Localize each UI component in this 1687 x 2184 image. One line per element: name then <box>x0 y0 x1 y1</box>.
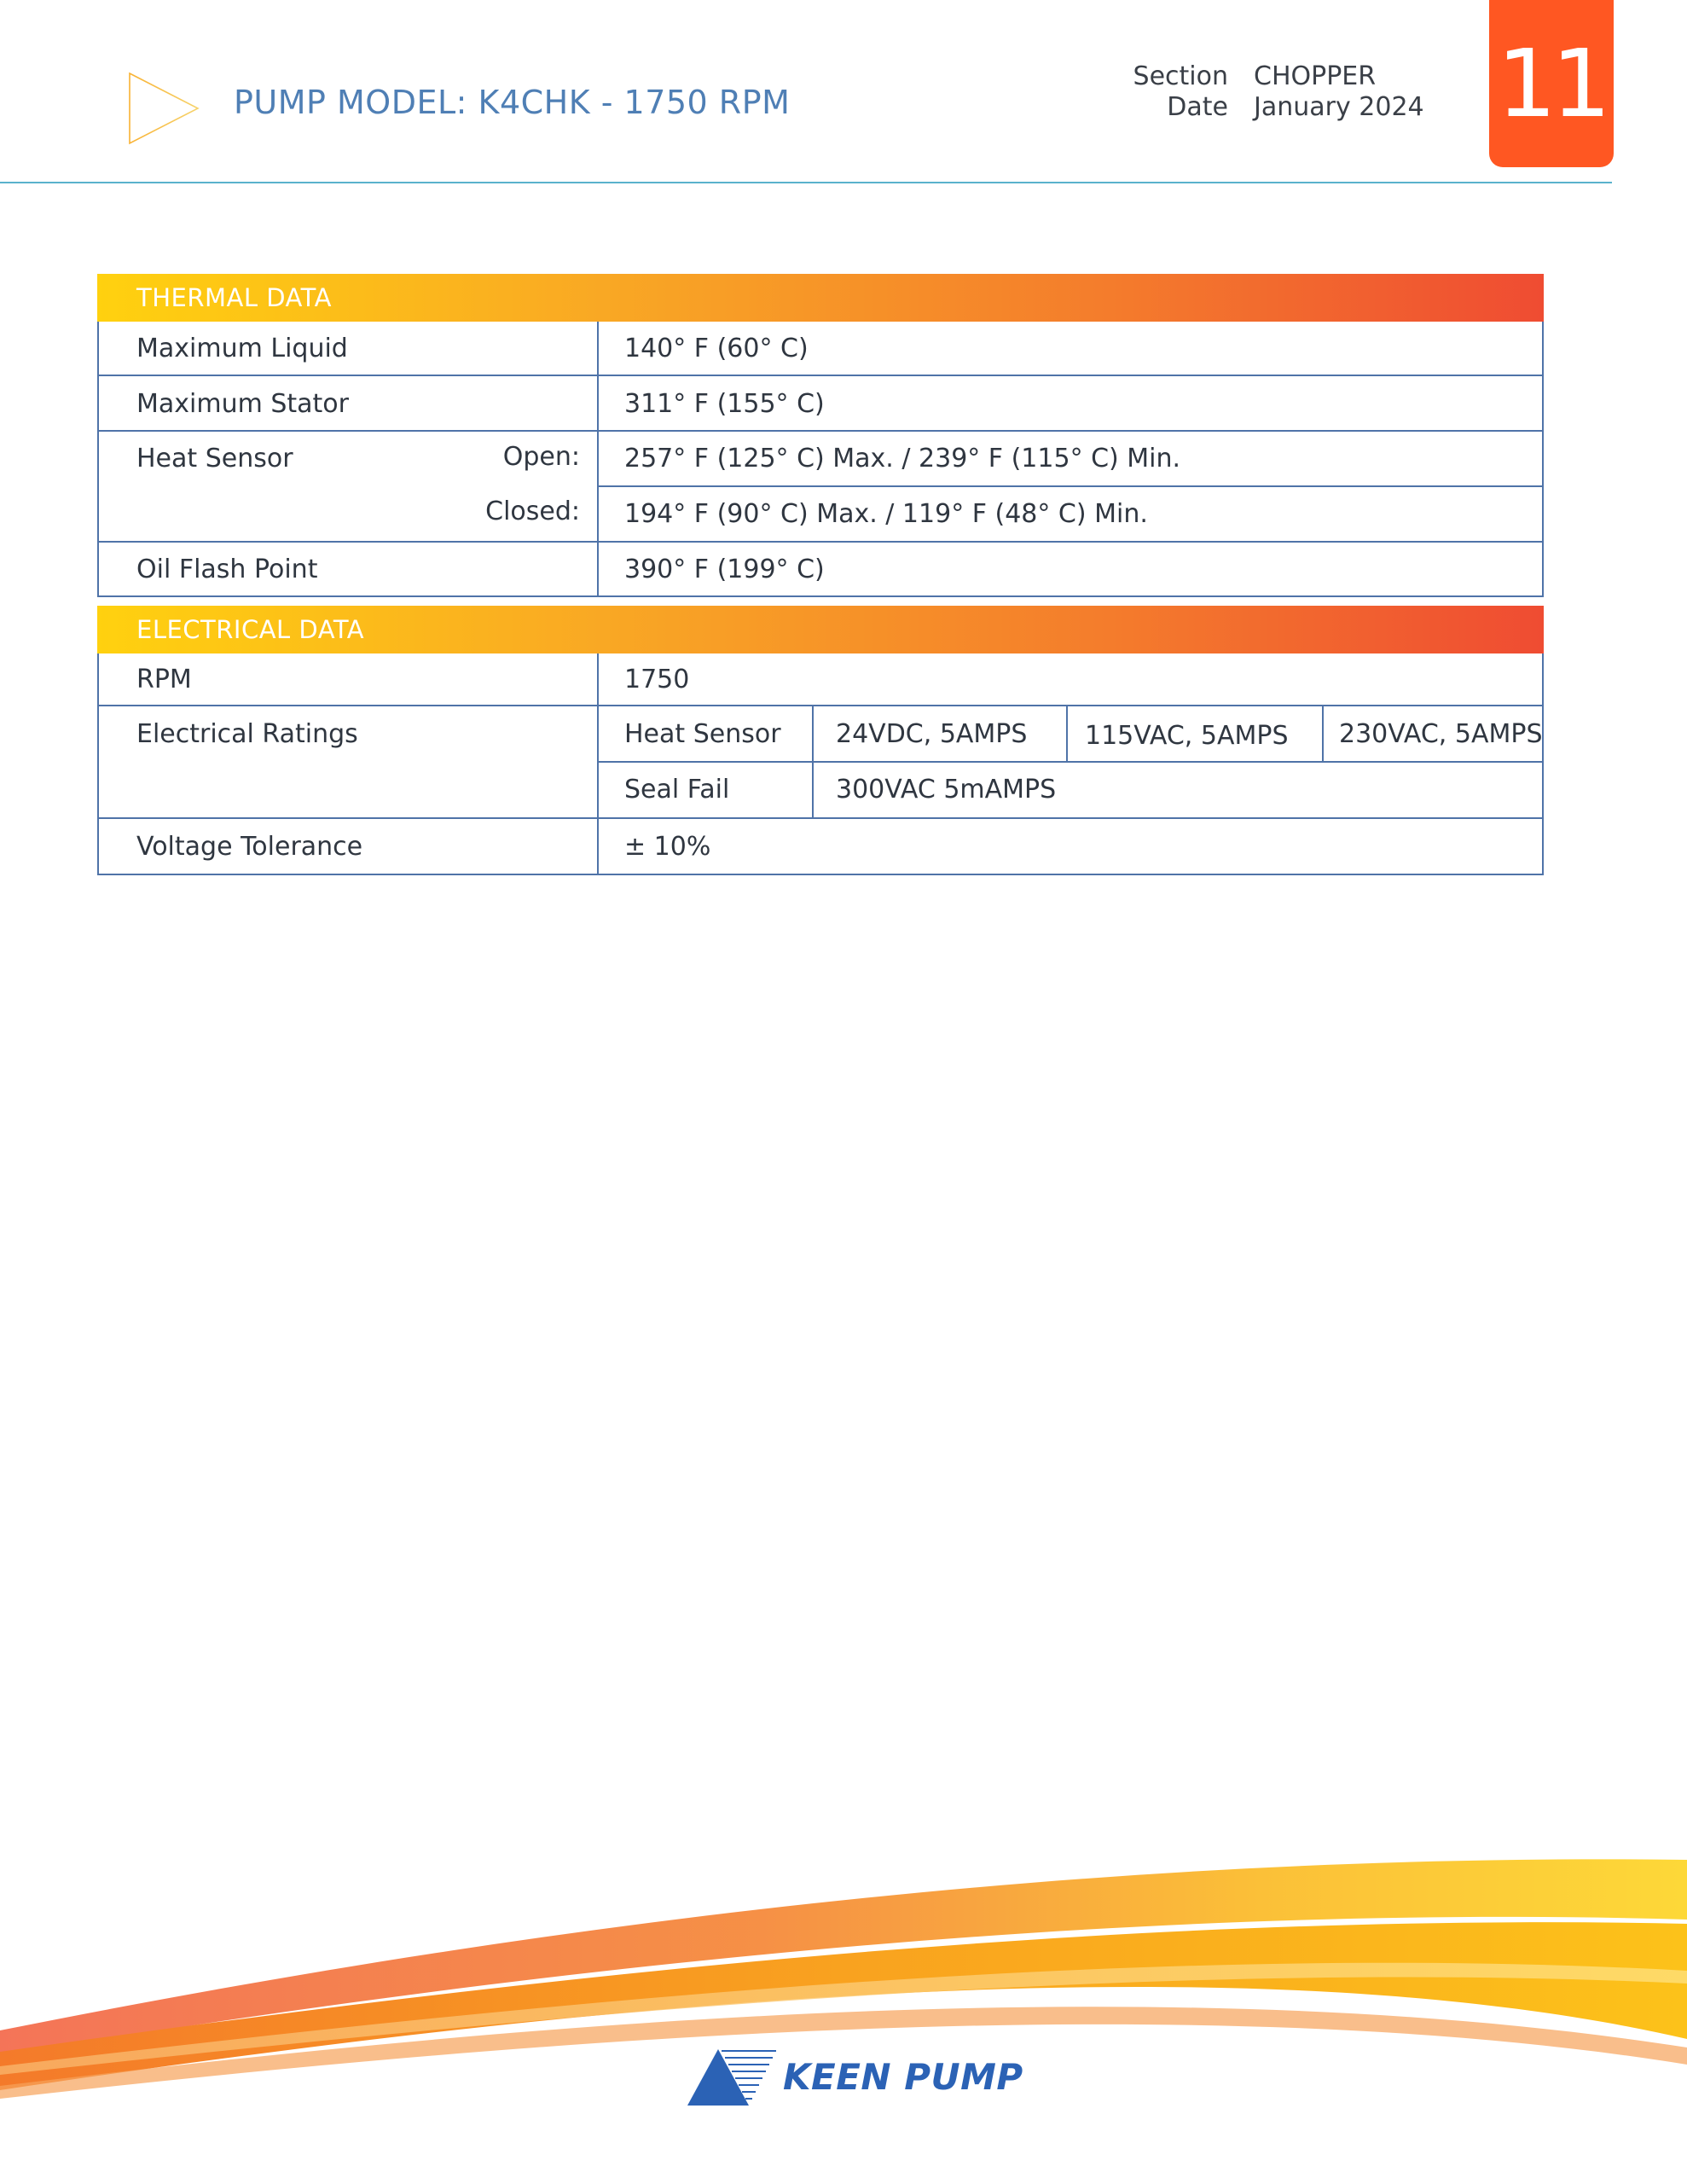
electrical-data-heading: ELECTRICAL DATA <box>97 606 1544 653</box>
section-value: CHOPPER <box>1254 61 1377 91</box>
oil-flash-label: Oil Flash Point <box>136 555 318 584</box>
heat-sensor-label: Heat Sensor <box>136 444 293 473</box>
section-label: Section <box>1133 61 1228 91</box>
date-value: January 2024 <box>1254 92 1424 122</box>
seal-fail-label: Seal Fail <box>624 775 730 804</box>
table-row <box>97 653 1544 706</box>
header-logo-icon <box>128 72 201 145</box>
max-stator-value: 311° F (155° C) <box>624 389 825 419</box>
table-row <box>97 706 1544 819</box>
footer-swoosh <box>0 1843 1687 2184</box>
voltage-tolerance-label: Voltage Tolerance <box>136 832 363 862</box>
electrical-data-table <box>97 606 1544 875</box>
closed-label: Closed: <box>485 497 580 526</box>
column-divider <box>597 653 599 705</box>
brand-name: KEEN PUMP <box>783 2056 1023 2098</box>
rpm-value: 1750 <box>624 665 690 694</box>
column-divider <box>597 376 599 430</box>
keen-pump-logo-icon <box>687 2046 778 2107</box>
heat-sensor-rating-1: 24VDC, 5AMPS <box>836 719 1028 749</box>
thermal-data-heading: THERMAL DATA <box>97 274 1544 322</box>
date-label: Date <box>1167 92 1228 122</box>
table-row <box>97 432 1544 543</box>
table-row <box>97 322 1544 376</box>
column-divider <box>597 322 599 375</box>
column-divider <box>597 819 599 874</box>
heat-sensor-rating-3: 230VAC, 5AMPS <box>1339 719 1543 749</box>
ratings-label: Electrical Ratings <box>136 719 358 749</box>
oil-flash-value: 390° F (199° C) <box>624 555 825 584</box>
heat-sensor-rating-label: Heat Sensor <box>624 719 781 749</box>
max-liquid-value: 140° F (60° C) <box>624 334 809 363</box>
rpm-label: RPM <box>136 665 192 694</box>
page-number-tab: 11 <box>1489 0 1614 167</box>
closed-value: 194° F (90° C) Max. / 119° F (48° C) Min. <box>624 499 1148 529</box>
column-divider <box>1322 706 1324 761</box>
column-divider <box>1066 706 1068 761</box>
table-row <box>97 543 1544 597</box>
header-divider <box>0 182 1612 183</box>
open-label: Open: <box>502 442 580 472</box>
row-divider <box>597 761 1542 763</box>
thermal-data-table <box>97 274 1544 597</box>
row-divider <box>597 485 1542 487</box>
table-row <box>97 819 1544 875</box>
table-row <box>97 376 1544 432</box>
column-divider <box>597 543 599 595</box>
heat-sensor-rating-2: 115VAC, 5AMPS <box>1085 721 1289 751</box>
max-liquid-label: Maximum Liquid <box>136 334 348 363</box>
max-stator-label: Maximum Stator <box>136 389 349 419</box>
page-title: PUMP MODEL: K4CHK - 1750 RPM <box>234 84 791 121</box>
voltage-tolerance-value: ± 10% <box>624 832 711 862</box>
open-value: 257° F (125° C) Max. / 239° F (115° C) Min. <box>624 444 1181 473</box>
seal-fail-value: 300VAC 5mAMPS <box>836 775 1057 804</box>
